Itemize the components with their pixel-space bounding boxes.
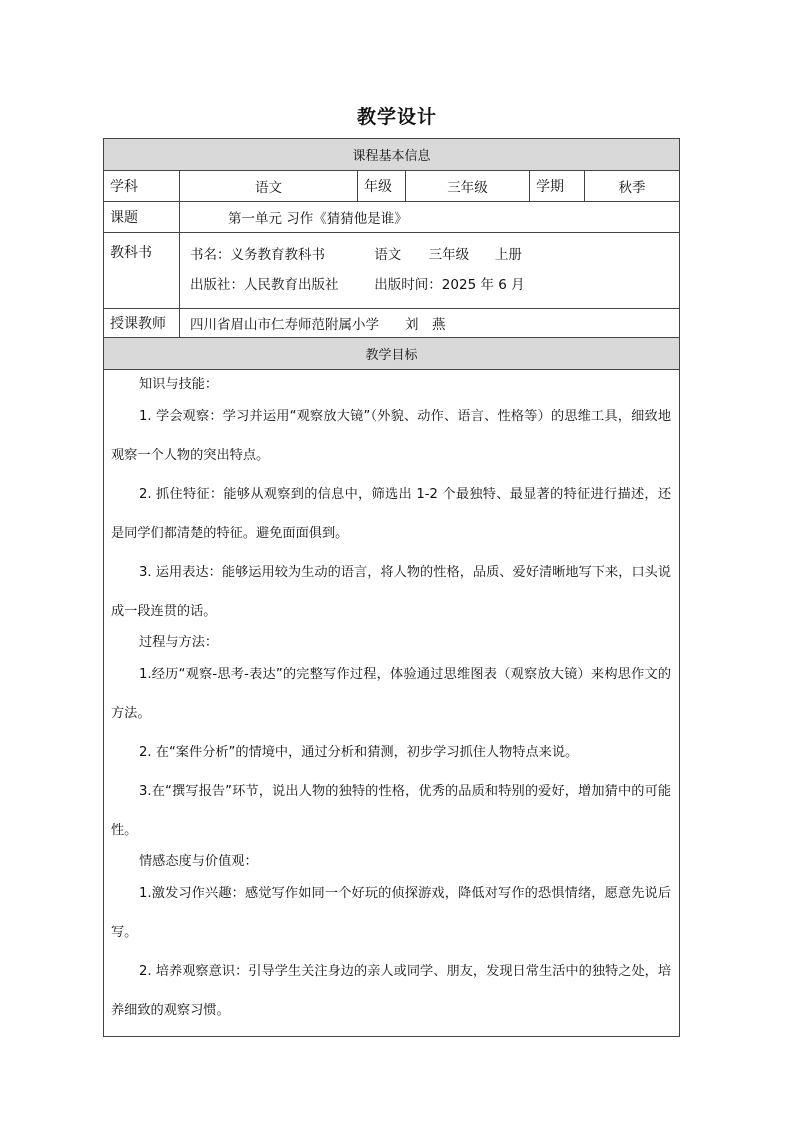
knowledge-item-3: 3. 运用表达：能够运用较为生动的语言，将人物的性格，品质、爱好清晰地写下来，口头说成一段连贯的话。	[111, 565, 672, 619]
textbook-row	[104, 233, 680, 309]
knowledge-heading: 知识与技能：	[139, 377, 219, 392]
subject-label: 学科	[104, 171, 180, 202]
emotion-item-1: 1.激发习作兴趣：感觉写作如同一个好玩的侦探游戏，降低对写作的恐惧情绪，愿意先说后写。	[111, 886, 672, 940]
book-name: 书名：义务教育教科书	[190, 247, 325, 263]
teacher-row	[104, 309, 680, 338]
grade-label: 年级	[358, 171, 406, 202]
book-subject: 语文	[374, 247, 402, 263]
textbook-info	[180, 233, 680, 309]
book-publish-time: 出版时间：2025 年 6 月	[374, 277, 525, 293]
topic-value: 第一单元 习作《猜猜他是谁》	[180, 202, 680, 233]
goals-header-row	[104, 338, 680, 370]
teacher-name: 刘 燕	[405, 317, 446, 333]
basic-info-header-row	[104, 139, 680, 171]
term-label: 学期	[530, 171, 585, 202]
subject-value: 语文	[180, 171, 358, 202]
subject-grade-term-row	[104, 171, 680, 202]
process-item-1: 1.经历“观察-思考-表达”的完整写作过程，体验通过思维图表（观察放大镜）来构思作文的方法。	[111, 667, 672, 721]
textbook-label: 教科书	[104, 233, 180, 309]
goals-row	[104, 370, 680, 1037]
process-item-3: 3.在“撰写报告”环节，说出人物的独特的性格，优秀的品质和特别的爱好，增加猜中的可能性。	[111, 784, 672, 838]
textbook-line-2	[190, 270, 671, 300]
process-item-2: 2. 在“案件分析”的情境中，通过分析和猜测，初步学习抓住人物特点来说。	[139, 745, 579, 760]
book-grade: 三年级	[428, 247, 470, 263]
textbook-line-1	[190, 240, 671, 270]
teacher-school: 四川省眉山市仁寿师范附属小学	[190, 317, 379, 333]
topic-row	[104, 202, 680, 233]
process-heading: 过程与方法：	[139, 635, 219, 650]
grade-value: 三年级	[406, 171, 530, 202]
term-value: 秋季	[585, 171, 680, 202]
goals-content	[104, 370, 680, 1037]
emotion-heading: 情感态度与价值观：	[139, 854, 258, 869]
document-title: 教学设计	[356, 106, 437, 128]
knowledge-item-2: 2. 抓住特征：能够从观察到的信息中，筛选出 1-2 个最独特、最显著的特征进行描述，还是同学们都清楚的特征。避免面面俱到。	[111, 487, 672, 541]
book-volume: 上册	[494, 247, 522, 263]
book-publisher: 出版社：人民教育出版社	[190, 277, 339, 293]
section-teaching-goals: 教学目标	[104, 338, 680, 370]
teacher-info	[180, 309, 680, 338]
section-basic-info: 课程基本信息	[104, 139, 680, 171]
lesson-plan-table	[103, 138, 680, 1037]
emotion-item-2: 2. 培养观察意识：引导学生关注身边的亲人或同学、朋友，发现日常生活中的独特之处，培养细致的观察习惯。	[111, 964, 672, 1018]
knowledge-item-1: 1. 学会观察：学习并运用“观察放大镜”（外貌、动作、语言、性格等）的思维工具，细致地观察一个人物的突出特点。	[111, 409, 672, 463]
topic-label: 课题	[104, 202, 180, 233]
teacher-label: 授课教师	[104, 309, 180, 338]
